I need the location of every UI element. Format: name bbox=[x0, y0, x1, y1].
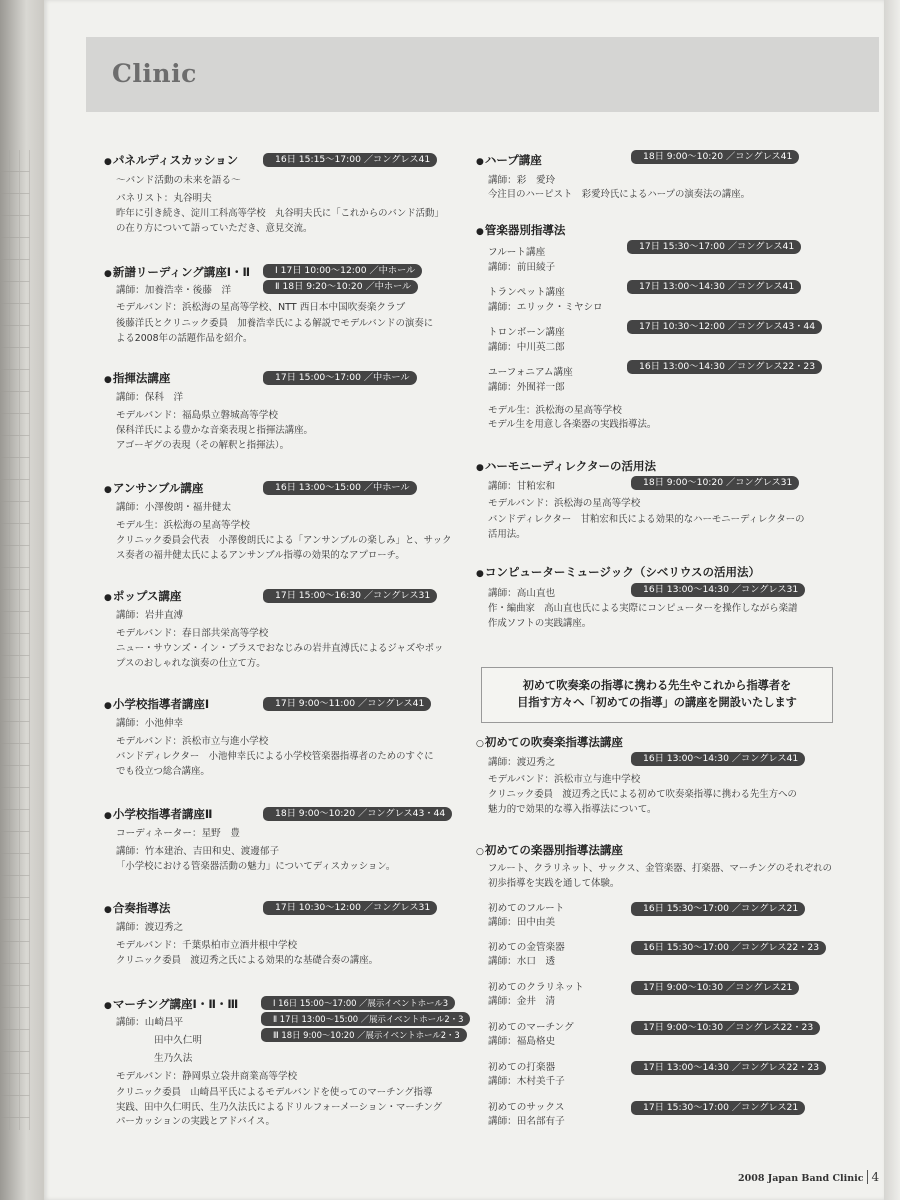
desc-line: 実践、田中久仁明氏、生乃久法氏によるドリルフォーメーション・マーチング bbox=[116, 1101, 443, 1113]
model-students: モデル生：浜松海の星高等学校 bbox=[488, 405, 622, 416]
schedule-pill: 17日 15:00〜16:30 ／コングレス31 bbox=[268, 589, 437, 603]
instructor: 講師：岩井直溥 bbox=[116, 610, 184, 621]
desc-line: ニュー・サウンズ・イン・ブラスでおなじみの岩井直溥氏によるジャズやポッ bbox=[116, 643, 444, 654]
model-band: モデルバンド：春日部共栄高等学校 bbox=[116, 628, 269, 639]
desc-line: 後藤洋氏とクリニック委員 加養浩幸氏による解説でモデルバンドの演奏に bbox=[116, 318, 434, 329]
desc-line: モデル生を用意し各楽器の実践指導法。 bbox=[488, 419, 657, 430]
instructor: 講師：彩 愛玲 bbox=[488, 175, 556, 186]
instructor: 講師：福島格史 bbox=[488, 1036, 556, 1047]
desc-line: フルート、クラリネット、サックス、金管楽器、打楽器、マーチングのそれぞれの bbox=[488, 863, 832, 874]
schedule-pill: 18日 9:00〜10:20 ／コングレス43・44 bbox=[268, 807, 452, 821]
sub-course: 初めてのサックス bbox=[488, 1102, 565, 1113]
desc-line: クリニック委員 渡辺秀之氏による初めて吹奏楽指導に携わる先生方への bbox=[488, 789, 797, 800]
session-description bbox=[488, 788, 797, 817]
model-band: モデルバンド：浜松海の星高等学校、NTT 西日本中国吹奏楽クラブ bbox=[116, 302, 406, 313]
instructor: 講師：金井 清 bbox=[488, 996, 556, 1007]
desc-line: 「小学校における管楽器活動の魅力」についてディスカッション。 bbox=[116, 861, 396, 872]
desc-line: バンドディレクター 甘粕宏和氏による効果的なハーモニーディレクターの bbox=[488, 514, 805, 525]
session-description bbox=[488, 418, 656, 433]
schedule-pill: 17日 9:00〜10:30 ／コングレス21 bbox=[636, 981, 799, 995]
schedule-pill: 16日 15:15〜17:00 ／コングレス41 bbox=[268, 153, 437, 167]
session-description bbox=[116, 424, 313, 453]
session-description bbox=[488, 602, 797, 631]
desc-line: 今注目のハーピスト 彩愛玲氏によるハープの演奏法の講座。 bbox=[488, 189, 751, 200]
instructor: 講師：竹本建治、吉田和史、渡邊郁子 bbox=[116, 846, 280, 857]
desc-line: プスのおしゃれな演奏の仕立て方。 bbox=[116, 657, 266, 669]
sub-course: 初めてのクラリネット bbox=[488, 982, 584, 993]
session-title: ● アンサンブル講座 bbox=[104, 480, 203, 496]
instructor: 講師：甘粕宏和 bbox=[488, 481, 556, 492]
sub-course: トロンボーン講座 bbox=[488, 327, 565, 338]
session-title: ● ハープ講座 bbox=[476, 152, 542, 168]
model-band: モデルバンド：千葉県柏市立酒井根中学校 bbox=[116, 940, 298, 951]
sub-course: トランペット講座 bbox=[488, 287, 565, 298]
schedule-pill: 17日 10:30〜12:00 ／コングレス43・44 bbox=[632, 320, 822, 334]
notice-line: 初めて吹奏楽の指導に携わる先生やこれから指導者を bbox=[522, 679, 792, 692]
schedule-pill: 17日 10:30〜12:00 ／コングレス31 bbox=[268, 901, 437, 915]
footer-text: 2008 Japan Band Clinic bbox=[738, 1173, 864, 1184]
instructor: 講師：前田綾子 bbox=[488, 262, 556, 273]
instructor: 講師：外囿祥一郎 bbox=[488, 382, 565, 393]
schedule-pill: 17日 9:00〜11:00 ／コングレス41 bbox=[268, 697, 431, 711]
session-description bbox=[116, 750, 434, 779]
session-title: ● パネルディスカッション bbox=[104, 152, 238, 168]
session-description bbox=[116, 954, 378, 969]
desc-line: 活用法。 bbox=[488, 528, 526, 540]
schedule-pill: 17日 9:00〜10:30 ／コングレス22・23 bbox=[636, 1021, 820, 1035]
session-description bbox=[116, 317, 433, 346]
desc-line: クリニック委員 山崎昌平氏によるモデルバンドを使ってのマーチング指導 bbox=[116, 1087, 433, 1098]
coordinator: コーディネーター：星野 豊 bbox=[116, 828, 240, 839]
schedule-pill: Ⅰ 16日 15:00〜17:00 ／展示イベントホール3 bbox=[266, 996, 455, 1010]
schedule-pill: Ⅰ 17日 10:00〜12:00 ／中ホール bbox=[268, 264, 422, 278]
desc-line: よる2008年の話題作品を紹介。 bbox=[116, 332, 253, 344]
schedule-pill: 17日 15:30〜17:00 ／コングレス41 bbox=[632, 240, 801, 254]
instructor: 講師：高山直也 bbox=[488, 588, 556, 599]
session-title: ● 指揮法講座 bbox=[104, 370, 170, 386]
model-band: モデルバンド：福島県立磐城高等学校 bbox=[116, 410, 278, 421]
session-description bbox=[116, 642, 443, 671]
schedule-pill: 17日 15:00〜17:00 ／中ホール bbox=[268, 371, 417, 385]
session-title: ● マーチング講座Ⅰ・Ⅱ・Ⅲ bbox=[104, 996, 238, 1012]
instructor: 講師：木村美千子 bbox=[488, 1076, 565, 1087]
schedule-pill: 17日 13:00〜14:30 ／コングレス22・23 bbox=[636, 1061, 826, 1075]
desc-line: 昨年に引き続き、淀川工科高等学校 丸谷明夫氏に「これからのバンド活動」 bbox=[116, 208, 444, 219]
session-title: ● 新譜リーディング講座Ⅰ・Ⅱ bbox=[104, 264, 250, 280]
instructor: 田中久仁明 bbox=[154, 1035, 202, 1046]
schedule-pill: 16日 13:00〜15:00 ／中ホール bbox=[268, 481, 417, 495]
sub-course: 初めての金管楽器 bbox=[488, 942, 565, 953]
desc-line: でも役立つ総合講座。 bbox=[116, 765, 210, 777]
schedule-pill: 16日 15:30〜17:00 ／コングレス22・23 bbox=[636, 941, 826, 955]
first-time-notice bbox=[481, 667, 833, 723]
session-description bbox=[116, 1086, 442, 1130]
desc-line: バンドディレクター 小池伸幸氏による小学校管楽器指導者のためのすぐに bbox=[116, 751, 434, 762]
session-title: ● 小学校指導者講座Ⅱ bbox=[104, 806, 212, 822]
session-title: ● 小学校指導者講座Ⅰ bbox=[104, 696, 209, 712]
instructor: 講師：水口 透 bbox=[488, 956, 556, 967]
session-title: ● ポップス講座 bbox=[104, 588, 181, 604]
page-number: 4 bbox=[867, 1170, 880, 1184]
header-banner bbox=[86, 37, 879, 112]
instructor: 講師：渡辺秀之 bbox=[116, 922, 184, 933]
schedule-pill: Ⅱ 17日 13:00〜15:00 ／展示イベントホール2・3 bbox=[266, 1012, 470, 1026]
model-band: モデルバンド：静岡県立袋井商業高等学校 bbox=[116, 1071, 298, 1082]
session-description bbox=[116, 534, 452, 563]
desc-line: クリニック委員 渡辺秀之氏による効果的な基礎合奏の講座。 bbox=[116, 955, 378, 966]
session-description bbox=[488, 188, 750, 203]
instructor: 講師：加養浩幸・後藤 洋 bbox=[116, 285, 232, 296]
schedule-pill: 16日 13:00〜14:30 ／コングレス41 bbox=[636, 752, 805, 766]
schedule-pill: 17日 15:30〜17:00 ／コングレス21 bbox=[636, 1101, 805, 1115]
desc-line: 作・編曲家 高山直也氏による実際にコンピューターを操作しながら楽譜 bbox=[488, 603, 798, 614]
schedule-pill: 16日 13:00〜14:30 ／コングレス22・23 bbox=[632, 360, 822, 374]
schedule-pill: 16日 15:30〜17:00 ／コングレス21 bbox=[636, 902, 805, 916]
instructor: 講師：中川英二郎 bbox=[488, 342, 565, 353]
session-description bbox=[116, 860, 395, 875]
page-footer bbox=[738, 1170, 879, 1184]
model-band: モデルバンド：浜松海の星高等学校 bbox=[488, 498, 641, 509]
session-title: ● ハーモニーディレクターの活用法 bbox=[476, 458, 656, 474]
desc-line: アゴーギグの表現（その解釈と指揮法）。 bbox=[116, 439, 289, 451]
session-description bbox=[488, 513, 805, 542]
instructor: 講師：保科 洋 bbox=[116, 392, 184, 403]
session-title: ● 管楽器別指導法 bbox=[476, 222, 565, 238]
session-title: ○ 初めての吹奏楽指導法講座 bbox=[476, 734, 623, 750]
schedule-pill: 18日 9:00〜10:20 ／コングレス41 bbox=[636, 150, 799, 164]
instructor: 講師：小池伸幸 bbox=[116, 718, 184, 729]
instructor: 講師：田名部有子 bbox=[488, 1116, 565, 1127]
session-title: ● 合奏指導法 bbox=[104, 900, 170, 916]
sub-course: 初めてのフルート bbox=[488, 903, 565, 914]
session-description bbox=[116, 207, 444, 236]
notice-line: 目指す方々へ「初めての指導」の講座を開設いたします bbox=[517, 696, 797, 709]
sub-course: 初めての打楽器 bbox=[488, 1062, 556, 1073]
schedule-pill: 16日 13:00〜14:30 ／コングレス31 bbox=[636, 583, 805, 597]
session-title: ○ 初めての楽器別指導法講座 bbox=[476, 842, 623, 858]
page-title: Clinic bbox=[112, 59, 197, 88]
instructor: 生乃久法 bbox=[154, 1053, 193, 1064]
sub-course: 初めてのマーチング bbox=[488, 1022, 574, 1033]
page-edge bbox=[884, 0, 900, 1200]
session-title: ● コンピューターミュージック（シベリウスの活用法） bbox=[476, 564, 760, 580]
schedule-pill: Ⅱ 18日 9:20〜10:20 ／中ホール bbox=[268, 280, 418, 294]
instructor: 講師：渡辺秀之 bbox=[488, 757, 556, 768]
schedule-pill: 17日 13:00〜14:30 ／コングレス41 bbox=[632, 280, 801, 294]
sub-course: ユーフォニアム講座 bbox=[488, 367, 573, 378]
desc-line: 作成ソフトの実践講座。 bbox=[488, 617, 592, 629]
instructor: 講師：山崎昌平 bbox=[116, 1017, 184, 1028]
desc-line: ス奏者の福井健太氏によるアンサンブル指導の効果的なアプローチ。 bbox=[116, 549, 405, 561]
previous-page-grid bbox=[0, 150, 30, 1130]
model-band: モデルバンド：浜松市立与進中学校 bbox=[488, 774, 641, 785]
schedule-pill: Ⅲ 18日 9:00〜10:20 ／展示イベントホール2・3 bbox=[266, 1028, 467, 1042]
schedule-pill: 18日 9:00〜10:20 ／コングレス31 bbox=[636, 476, 799, 490]
instructor: 講師：田中由美 bbox=[488, 917, 556, 928]
session-description bbox=[488, 862, 832, 891]
panelist: パネリスト：丸谷明夫 bbox=[116, 193, 212, 204]
desc-line: 保科洋氏による豊かな音楽表現と指揮法講座。 bbox=[116, 425, 313, 436]
desc-line: の在り方について語っていただき、意見交流。 bbox=[116, 222, 313, 234]
desc-line: クリニック委員会代表 小澤俊朗氏による「アンサンブルの楽しみ」と、サック bbox=[116, 535, 452, 546]
instructor: 講師：小澤俊朗・福井健太 bbox=[116, 502, 232, 513]
model-students: モデル生：浜松海の星高等学校 bbox=[116, 520, 250, 531]
desc-line: パーカッションの実践とアドバイス。 bbox=[116, 1116, 275, 1127]
desc-line: 初歩指導を実践を通して体験。 bbox=[488, 877, 620, 889]
model-band: モデルバンド：浜松市立与進小学校 bbox=[116, 736, 269, 747]
sub-course: フルート講座 bbox=[488, 247, 546, 258]
desc-line: 魅力的で効果的な導入指導法について。 bbox=[488, 803, 657, 815]
instructor: 講師：エリック・ミヤシロ bbox=[488, 302, 603, 313]
session-subtitle: 〜バンド活動の未来を語る〜 bbox=[116, 175, 241, 186]
